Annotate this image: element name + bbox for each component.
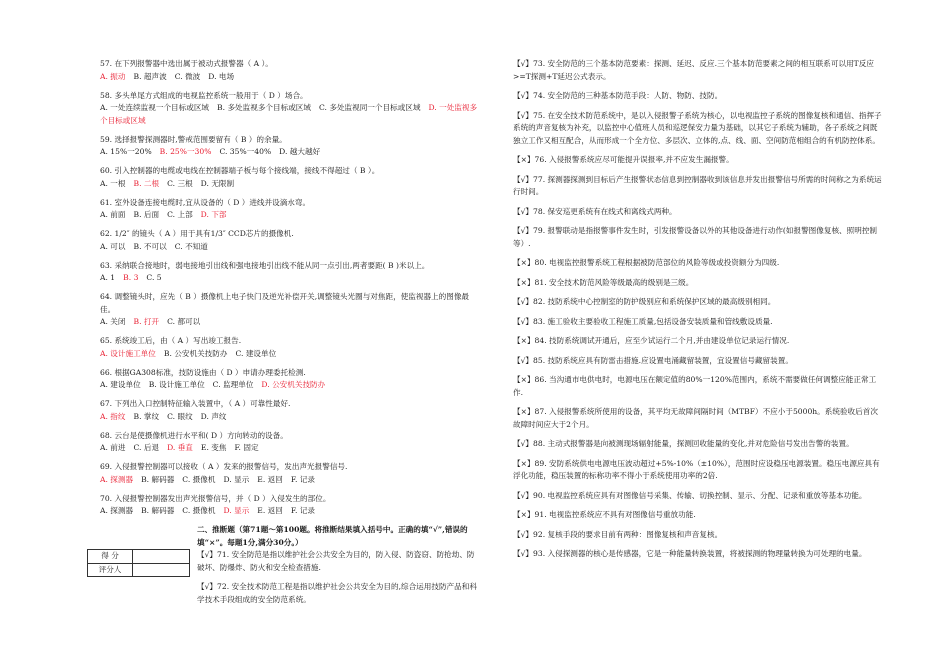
- option: D. 无限制: [200, 178, 235, 188]
- option: A. 关闭: [100, 317, 126, 326]
- correct-option: A. 探测器: [100, 474, 134, 484]
- tf-question: 【×】87. 入侵报警系统所使用的设备，其平均无故障间隔时间（MTBF）不应小于5000h。系统验收后首次故障时间应大于2个月。: [513, 407, 878, 429]
- question-stem: 65. 系统竣工后，由（ A ）写出竣工报告.: [100, 336, 242, 345]
- tf-question: 【√】88. 主动式报警器是向被测现场辐射能量，探测回收能量的变化,并对危险信号发出告警的装置。: [513, 439, 854, 448]
- option: C. 建设单位: [235, 348, 277, 358]
- question-options: [100, 442, 480, 455]
- option: A. 可以: [100, 241, 126, 251]
- tf-question: 【√】77. 探测器探测到目标后产生报警状态信息到控制器收到该信息并发出报警信号所需的时间称之为系统运行时间。: [513, 174, 882, 196]
- option: B. 掌纹: [133, 411, 160, 421]
- question-options: [100, 474, 480, 487]
- choice-question: [100, 90, 480, 128]
- choice-question: [100, 367, 480, 392]
- option: A. 探测器: [100, 506, 134, 515]
- option: A. 一根: [100, 178, 126, 188]
- question-stem: 57. 在下列报警器中选出属于被动式报警器（ A ）。: [100, 59, 273, 68]
- tf-question: 【√】71. 安全防范是指以维护社会公共安全为目的，防入侵、防盗窃、防抢劫、防破坏、防爆炸、防火和安全检查措施.: [197, 550, 475, 572]
- choice-question: [100, 58, 480, 83]
- question-options: [100, 272, 480, 285]
- question-stem: 69. 入侵报警控制器可以接收（ A ）发来的报警信号，发出声光报警信号.: [100, 462, 348, 471]
- question-stem: 63. 采纳联合接地时，弱电接地引出线和强电接地引出线不能从同一点引出,两者要距( B )米以上。: [100, 260, 430, 270]
- option: A. 建设单位: [100, 380, 141, 389]
- choice-question: [100, 228, 480, 253]
- option: B. 不可以: [133, 241, 167, 251]
- question-stem: 59. 选择报警探测器时,警戒范围要留有（ B ）的余量。: [100, 134, 287, 144]
- correct-option: D. 一处监视多个目标或区域: [100, 103, 478, 125]
- correct-option: D. 下部: [200, 210, 227, 219]
- question-options: [100, 146, 480, 159]
- question-options: [100, 209, 480, 222]
- tf-question: 【√】72. 安全技术防范工程是指以维护社会公共安全为目的,综合运用技防产品和科学技术手段组成的安全防范系统。: [197, 582, 477, 604]
- choice-question: [100, 430, 480, 455]
- tf-question: 【√】78. 保安巡更系统有在线式和离线式两种。: [513, 206, 677, 216]
- question-options: [100, 379, 480, 392]
- tf-question: 【√】90. 电视监控系统应具有对图像信号采集、传输、切换控制、显示、分配、记录和重放等基本功能。: [513, 490, 867, 500]
- choice-question-list: [100, 58, 480, 518]
- option: E. 返回: [257, 506, 283, 515]
- option: C. 摄像机: [182, 474, 216, 484]
- choice-question: [100, 398, 480, 423]
- correct-option: B. 3: [123, 273, 139, 282]
- option: B. 后面: [133, 210, 160, 219]
- question-options: [100, 241, 480, 254]
- tf-question: 【×】86. 当沟通市电供电时，电源电压在额定值的80%一120%范围内，系统不需要做任何调整应能正常工作.: [513, 375, 877, 397]
- option: B. 设计施工单位: [148, 380, 205, 389]
- option: E. 返回: [257, 474, 283, 484]
- option: A. 一处连续监视一个目标或区域: [100, 103, 210, 112]
- option: F. 记录: [290, 506, 315, 515]
- correct-option: A. 指纹: [100, 411, 126, 421]
- tf-question: 【√】82. 技防系统中心控制室的防护级别应和系统保护区域的最高级别相同。: [513, 297, 776, 306]
- question-options: [100, 348, 480, 361]
- option: F. 固定: [234, 443, 259, 452]
- tf-question: 【√】92. 复核手段的要求目前有两种：图像复核和声音复核。: [513, 529, 723, 539]
- question-stem: 68. 云台是使摄像机进行水平和( D ）方向转动的设备。: [100, 430, 288, 440]
- score-table: [87, 549, 190, 577]
- choice-question: [100, 165, 480, 190]
- option: C. 摄像机: [182, 506, 216, 515]
- tf-question: 【√】74. 安全防范的三种基本防范手段：人防、物防、技防。: [513, 91, 723, 100]
- option: A. 前面: [100, 210, 126, 219]
- question-stem: 58. 多头单尾方式组成的电视监控系统一般用于（ D ）场合。: [100, 90, 308, 100]
- choice-question: [100, 197, 480, 222]
- tf-question: 【√】93. 入侵探测器的核心是传感器，它是一种能量转换装置，将被探测的物理量转换为可处理的电量。: [513, 549, 867, 558]
- correct-option: B. 25%一30%: [159, 147, 212, 156]
- option: C. 不知道: [174, 241, 208, 251]
- correct-option: B. 二根: [133, 178, 160, 188]
- option: F. 记录: [290, 474, 315, 484]
- grader-cell: [133, 563, 190, 577]
- correct-option: B. 打开: [133, 317, 160, 326]
- question-stem: 60. 引入控制器的电缆或电线在控制器端子板与每个接线端，接线不得超过（ B ）。: [100, 166, 380, 175]
- tf-question: 【√】73. 安全防范的三个基本防范要素：探测、延迟、反应.三个基本防范要素之间的相互联系可以用T反应>=T探测+T延迟公式表示。: [513, 59, 874, 81]
- choice-question: [100, 134, 480, 159]
- choice-question: [100, 291, 480, 329]
- correct-option: A. 振动: [100, 71, 126, 81]
- option: C. 眼纹: [167, 411, 193, 421]
- option: D. 显示: [223, 474, 250, 484]
- grader-label: 评分人: [88, 563, 133, 577]
- question-options: [100, 316, 480, 329]
- question-options: [100, 505, 480, 518]
- option: C. 都可以: [167, 317, 201, 326]
- option: B. 多处监视多个目标或区域: [217, 103, 311, 112]
- tf-question: 【×】80. 电视监控报警系统工程根据被防范部位的风险等级或投资额分为四级.: [513, 258, 780, 267]
- tf-question: 【×】81. 安全技术防范风险等级最高的级别是三级。: [513, 277, 694, 287]
- option: E. 变焦: [200, 443, 227, 452]
- option: C. 上部: [167, 210, 193, 219]
- question-options: [100, 71, 480, 84]
- option: C. 监理单位: [212, 380, 254, 389]
- correct-option: D. 公安机关技防办: [261, 380, 326, 389]
- tf-question-list-left: [197, 549, 480, 606]
- option: C. 35%一40%: [219, 147, 272, 156]
- choice-question: [100, 260, 480, 285]
- option: A. 前进: [100, 443, 126, 452]
- tf-question: 【√】83. 施工验收主要验收工程施工质量,包括设备安装质量和管线敷设质量.: [513, 316, 773, 326]
- question-stem: 66. 根据GA308标准，技防设施由（ D ）申请办理委托检测.: [100, 367, 306, 377]
- tf-question: 【×】84. 技防系统调试开通后，应至少试运行二个月,并由建设单位记录运行情况.: [513, 336, 790, 345]
- question-stem: 70. 入侵报警控制器发出声光报警信号，并（ D ）入侵发生的部位。: [100, 493, 331, 503]
- correct-option: D. 显示: [223, 506, 250, 515]
- question-options: [100, 102, 480, 127]
- question-stem: 61. 室外设备连接电缆时,宜从设备的（ D ）进线并设滴水弯。: [100, 197, 311, 207]
- question-options: [100, 178, 480, 191]
- tf-question: 【×】91. 电视监控系统应不具有对图像信号重放功能.: [513, 510, 696, 519]
- option: C. 5: [146, 273, 162, 282]
- correct-option: A. 设计施工单位: [100, 348, 156, 358]
- left-column: [100, 58, 480, 613]
- score-cell: [133, 550, 190, 564]
- right-column: [513, 58, 883, 568]
- tf-question: 【√】79. 报警联动是指报警事件发生时，引发报警设备以外的其他设备进行动作(如报警图像复核、照明控制等）.: [513, 226, 878, 248]
- score-label: 得 分: [88, 550, 133, 564]
- score-area: [100, 549, 480, 606]
- tf-question: 【×】89. 安防系统供电电源电压波动超过+5%-10%（±10%），范围时应设稳压电源装置。稳压电源应具有浮化功能，稳压装置的标称功率不得小于系统使用功率的2倍.: [513, 458, 880, 480]
- question-options: [100, 411, 480, 424]
- option: D. 电场: [208, 71, 235, 81]
- question-stem: 64. 调整镜头时，应先（ B ）摄像机上电子快门及逆光补偿开关,调整镜头光圈与对焦距，使监视器上的图像最佳。: [100, 292, 470, 314]
- option: B. 解码器: [141, 506, 175, 515]
- choice-question: [100, 493, 480, 518]
- option: C. 多处监视同一个目标或区域: [318, 103, 421, 112]
- tf-question: 【×】76. 入侵报警系统应尽可能提升误报率,并不应发生漏报警。: [513, 155, 734, 164]
- option: A. 1: [100, 273, 116, 282]
- question-stem: 62. 1/2″ 的镜头（ A ）用于具有1/3″ CCD芯片的摄像机.: [100, 229, 294, 238]
- option: C. 三根: [167, 178, 193, 188]
- tf-question: 【√】85. 技防系统应具有防雷击措施.应设置电涌藏留装置，宜设置信号藏留装置。: [513, 355, 793, 365]
- section-two-heading: 二、推断题（第71题～第100题。将推断结果填入括号中。正确的填“√”,错误的填“×”。每题1分,满分30分。）: [197, 525, 468, 547]
- option: D. 声纹: [200, 411, 227, 421]
- tf-question: 【√】75. 在安全技术防范系统中，是以入侵报警子系统为核心，以电视监控子系统的图像复核和通信、指挥子系统的声音复核为补充，以监控中心值班人员和巡逻保安力量为基础，以其它子系统为辅助，各子系统之间既独立工作又相互配合，从而形成一个全方位、多层次、立体的,点、线、面、空间防范相组合的有机防控体系。: [513, 110, 882, 145]
- option: B. 公安机关技防办: [163, 348, 228, 358]
- option: D. 越大越好: [279, 147, 321, 156]
- option: C. 后退: [133, 443, 160, 452]
- choice-question: [100, 461, 480, 486]
- option: A. 15%一20%: [100, 147, 152, 156]
- question-stem: 67. 下列出入口控制特征输入装置中，（ A ）可靠性最好.: [100, 399, 291, 408]
- option: B. 解码器: [141, 474, 175, 484]
- option: B. 超声波: [133, 71, 167, 81]
- choice-question: [100, 335, 480, 360]
- correct-option: D. 垂直: [167, 443, 193, 452]
- option: C. 微波: [174, 71, 201, 81]
